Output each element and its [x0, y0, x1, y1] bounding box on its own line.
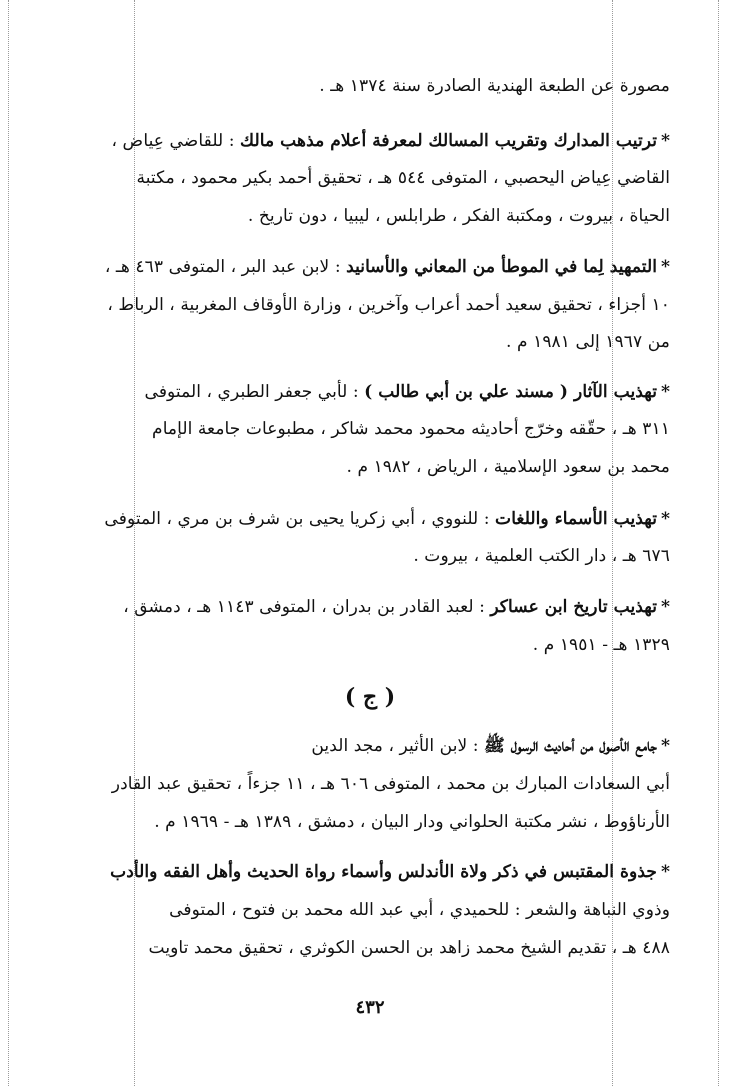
entry-6-first-line — [70, 734, 670, 758]
entry-2-rest: : لابن عبد البر ، المتوفى ٤٦٣ هـ ، — [104, 257, 347, 277]
entry-6-line-2: أبي السعادات المبارك بن محمد ، المتوفى ٦٠٦ هـ ، ١١ جزءاً ، تحقيق عبد القادر — [111, 774, 670, 794]
entry-2-line-3: من ١٩٦٧ إلى ١٩٨١ م . — [506, 332, 670, 352]
entry-3-rest: : لأبي جعفر الطبري ، المتوفى — [144, 382, 365, 402]
entry-6-line-3: الأرناؤوط ، نشر مكتبة الحلواني ودار البيان ، دمشق ، ١٣٨٩ هـ - ١٩٦٩ م . — [154, 812, 670, 832]
bullet-icon: * — [661, 862, 670, 882]
entry-5-title: تهذيب تاريخ ابن عساكر — [490, 597, 657, 617]
bullet-icon: * — [661, 257, 670, 277]
page-number: ٤٣٢ — [355, 997, 385, 1018]
entry-7-first-line — [70, 860, 670, 884]
entry-5-line-2: ١٣٢٩ هـ - ١٩٥١ م . — [532, 635, 670, 655]
guide-line-inner-left — [134, 0, 135, 1086]
entry-5-rest: : لعبد القادر بن بدران ، المتوفى ١١٤٣ هـ ، دمشق ، — [123, 597, 491, 617]
guide-line-left — [8, 0, 9, 1086]
entry-4-rest: : للنووي ، أبي زكريا يحيى بن شرف بن مري ، المتوفى — [104, 509, 496, 529]
entry-5-first-line — [70, 595, 670, 619]
entry-3-title: تهذيب الآثار ( مسند علي بن أبي طالب ) — [364, 382, 657, 402]
entry-1-rest: : للقاضي عِياض ، — [111, 131, 240, 151]
entry-4-line-2: ٦٧٦ هـ ، دار الكتب العلمية ، بيروت . — [413, 546, 670, 566]
entry-1-line-2: القاضي عِياض اليحصبي ، المتوفى ٥٤٤ هـ ، تحقيق أحمد بكير محمود ، مكتبة — [136, 168, 670, 188]
section-heading: ( ج ) — [344, 684, 396, 710]
entry-7-line-2: وذوي النباهة والشعر : للحميدي ، أبي عبد الله محمد بن فتوح ، المتوفى — [169, 900, 670, 920]
entry-6-rest: : لابن الأثير ، مجد الدين — [311, 736, 485, 756]
entry-1-line-3: الحياة ، بيروت ، ومكتبة الفكر ، طرابلس ، ليبيا ، دون تاريخ . — [247, 206, 670, 226]
entry-1-first-line — [70, 129, 670, 153]
bullet-icon: * — [661, 382, 670, 402]
entry-6-title: جامع الأصول من أحاديث الرسول ﷺ — [484, 736, 657, 756]
guide-line-inner-right — [612, 0, 613, 1086]
entry-7-line-3: ٤٨٨ هـ ، تقديم الشيخ محمد زاهد بن الحسن الكوثري ، تحقيق محمد تاويت — [148, 938, 670, 958]
entry-3-line-2: ٣١١ هـ ، حقّقه وخرّج أحاديثه محمود محمد شاكر ، مطبوعات جامعة الإمام — [152, 419, 670, 439]
entry-7-title: جذوة المقتبس في ذكر ولاة الأندلس وأسماء رواة الحديث وأهل الفقه والأدب — [110, 862, 657, 882]
bullet-icon: * — [661, 736, 670, 756]
entry-4-first-line — [70, 507, 670, 531]
entry-4-title: تهذيب الأسماء واللغات — [495, 509, 657, 529]
entry-2-title: التمهيد لِما في الموطأ من المعاني والأسانيد — [346, 257, 657, 277]
bullet-icon: * — [661, 597, 670, 617]
bullet-icon: * — [661, 509, 670, 529]
entry-3-first-line — [70, 380, 670, 404]
intro-line: مصورة عن الطبعة الهندية الصادرة سنة ١٣٧٤ هـ . — [319, 76, 670, 96]
bullet-icon: * — [661, 131, 670, 151]
entry-1-title: ترتيب المدارك وتقريب المسالك لمعرفة أعلام مذهب مالك — [239, 131, 657, 151]
entry-2-first-line — [70, 255, 670, 279]
entry-3-line-3: محمد بن سعود الإسلامية ، الرياض ، ١٩٨٢ م . — [346, 457, 670, 477]
guide-line-right — [718, 0, 719, 1086]
entry-2-line-2: ١٠ أجزاء ، تحقيق سعيد أحمد أعراب وآخرين ، وزارة الأوقاف المغربية ، الرباط ، — [107, 295, 670, 315]
